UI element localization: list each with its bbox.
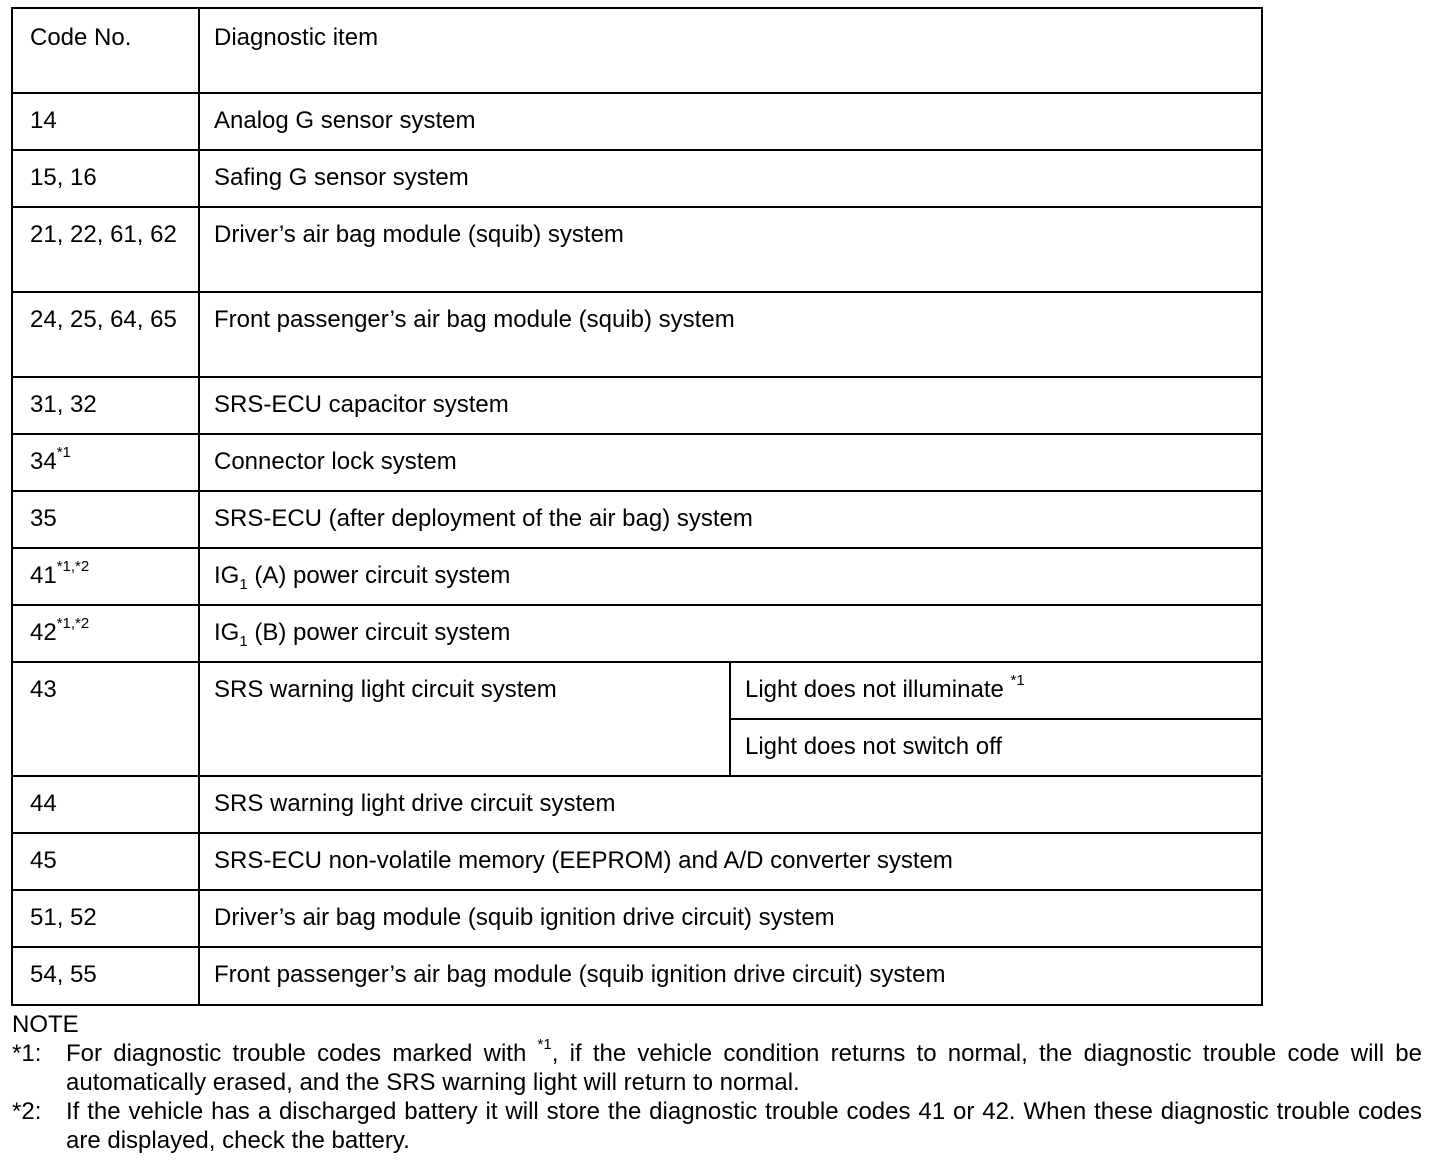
code-cell: 54, 55: [12, 947, 199, 1005]
table-row: [12, 93, 1262, 150]
item-cell: SRS-ECU capacitor system: [199, 377, 1262, 434]
item-text: IG: [214, 562, 240, 589]
item-text: (A) power circuit system: [247, 562, 511, 589]
item-cell: Safing G sensor system: [199, 150, 1262, 207]
item-cell: SRS warning light drive circuit system: [199, 776, 1262, 833]
note-mark: *1:: [12, 1040, 42, 1067]
table-row: [12, 491, 1262, 548]
subscript: 1: [239, 632, 248, 650]
note-section: [12, 1010, 1422, 1155]
table-row: [12, 292, 1262, 377]
note-text: [66, 1036, 1422, 1097]
item-cell: SRS-ECU (after deployment of the air bag) system: [199, 491, 1262, 548]
table-row: [12, 207, 1262, 292]
item-cell: SRS warning light circuit system: [199, 662, 730, 776]
code-cell: 14: [12, 93, 199, 150]
code-text: 34: [30, 448, 57, 475]
code-cell: [12, 605, 199, 662]
code-cell: 15, 16: [12, 150, 199, 207]
code-cell: 44: [12, 776, 199, 833]
table-row: [12, 605, 1262, 662]
note-item: [12, 1097, 1422, 1155]
table-row: [12, 947, 1262, 1005]
table-row: [12, 377, 1262, 434]
header-item: Diagnostic item: [199, 8, 1262, 93]
item-cell: Analog G sensor system: [199, 93, 1262, 150]
diagnostic-code-table: [11, 7, 1263, 1006]
table-row: [12, 548, 1262, 605]
table-row: [12, 833, 1262, 890]
code-text: 42: [30, 619, 57, 646]
item-cell: Connector lock system: [199, 434, 1262, 491]
table-row: [12, 776, 1262, 833]
code-cell: 35: [12, 491, 199, 548]
item-cell: Front passenger’s air bag module (squib ignition drive circuit) system: [199, 947, 1262, 1005]
table-header-row: [12, 8, 1262, 93]
code-cell: 24, 25, 64, 65: [12, 292, 199, 377]
sub-item-cell: [730, 662, 1262, 719]
item-cell: Driver’s air bag module (squib) system: [199, 207, 1262, 292]
code-cell: 45: [12, 833, 199, 890]
footnote-marker: *1,*2: [56, 558, 90, 575]
code-cell: [12, 548, 199, 605]
header-code: Code No.: [12, 8, 199, 93]
footnote-marker: *1: [1010, 672, 1025, 689]
item-cell: SRS-ECU non-volatile memory (EEPROM) and A/D converter system: [199, 833, 1262, 890]
sub-item-cell: Light does not switch off: [730, 719, 1262, 776]
footnote-marker: *1: [56, 444, 71, 461]
note-item: [12, 1036, 1422, 1097]
table-row: [12, 662, 1262, 719]
subscript: 1: [239, 575, 248, 593]
sub-item-text: Light does not illuminate: [745, 676, 1011, 703]
note-text: If the vehicle has a discharged battery it will store the diagnostic trouble codes 41 or 42. When these diagnostic trouble codes are displayed, check the battery.: [66, 1098, 1422, 1154]
code-cell: 43: [12, 662, 199, 776]
code-cell: 51, 52: [12, 890, 199, 947]
item-text: (B) power circuit system: [247, 619, 511, 646]
code-cell: 21, 22, 61, 62: [12, 207, 199, 292]
note-mark: *2:: [12, 1098, 42, 1125]
item-text: IG: [214, 619, 240, 646]
item-cell: [199, 548, 1262, 605]
item-cell: Front passenger’s air bag module (squib) system: [199, 292, 1262, 377]
table-row: [12, 150, 1262, 207]
table-row: [12, 434, 1262, 491]
item-cell: Driver’s air bag module (squib ignition drive circuit) system: [199, 890, 1262, 947]
code-text: 41: [30, 562, 57, 589]
code-cell: 31, 32: [12, 377, 199, 434]
footnote-marker: *1: [537, 1036, 552, 1053]
table-row: [12, 890, 1262, 947]
note-text-part: , if the vehicle condition returns to normal, the diagnostic trouble code will be automatically erased, and the SRS warning light will return to normal.: [66, 1040, 1422, 1096]
note-text-part: For diagnostic trouble codes marked with: [66, 1040, 538, 1067]
footnote-marker: *1,*2: [56, 615, 90, 632]
item-cell: [199, 605, 1262, 662]
code-cell: [12, 434, 199, 491]
note-title: NOTE: [12, 1011, 79, 1038]
